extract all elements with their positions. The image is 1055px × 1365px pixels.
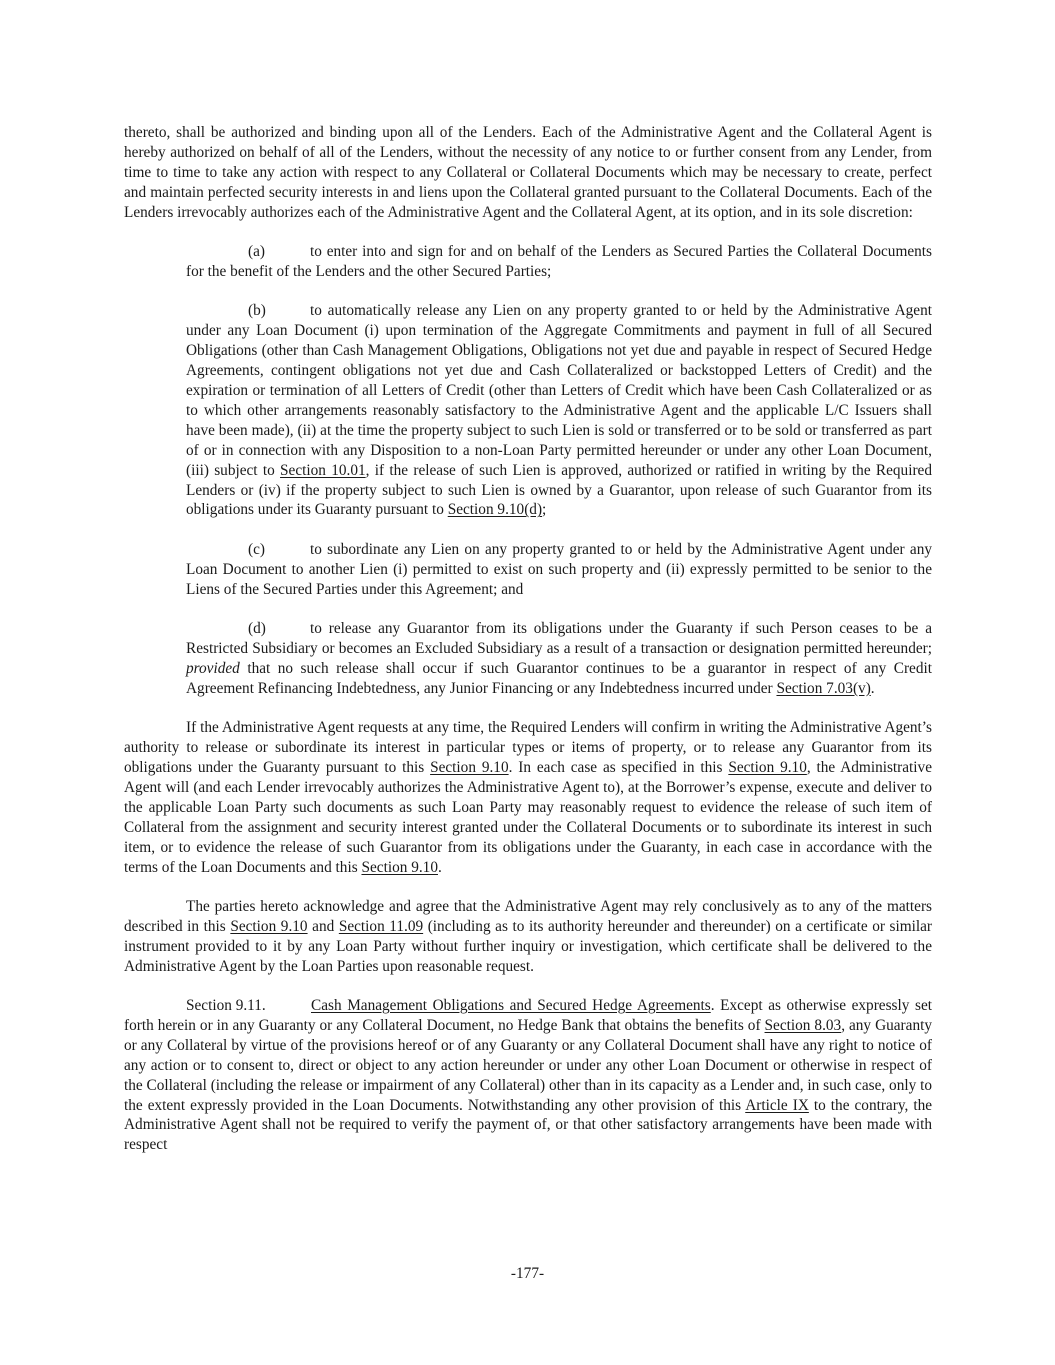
section-9-10-reference: Section 9.10 bbox=[230, 917, 308, 935]
p2-text-1: If the Administrative Agent requests at any time, the Required Lenders will confirm in writing the Administrative Agent’s authority to release or subordinate its interest in particular types or items of property, or to release any Guarantor from its obligations under the Guaranty pursuant to this bbox=[124, 719, 932, 776]
clause-d-text-1: to release any Guarantor from its obligations under the Guaranty if such Person ceases to be a Restricted Subsidiary or becomes an Excluded Subsidiary as a result of a transaction or designation permitted hereunder; bbox=[186, 620, 932, 657]
clause-d-text-3: . bbox=[870, 679, 875, 697]
p2-text-4: . bbox=[437, 858, 442, 876]
provided-term: provided bbox=[186, 659, 240, 677]
paragraph-continuation: thereto, shall be authorized and binding upon all of the Lenders. Each of the Administrative Agent and the Collateral Agent is hereby authorized on behalf of all of the Lenders, without the necessity of any notice to or further consent from any Lender, from time to time to take any action with respect to any Collateral or Collateral Documents which may be necessary to create, perfect and maintain perfected security interests in and liens upon the Collateral granted pursuant to the Collateral Documents. Each of the Lenders irrevocably authorizes each of the Administrative Agent and the Collateral Agent, at its option, and in its sole discretion: bbox=[124, 124, 932, 221]
clause-b-text-3: ; bbox=[542, 501, 547, 519]
section-9-10-reference: Section 9.10 bbox=[430, 758, 509, 776]
article-ix-reference: Article IX bbox=[745, 1096, 809, 1114]
section-9-11-title: Cash Management Obligations and Secured Hedge Agreements bbox=[311, 997, 711, 1015]
clause-b bbox=[186, 301, 932, 520]
p3-text-2: and bbox=[307, 917, 339, 935]
section-7-03-v-reference: Section 7.03(v) bbox=[776, 679, 871, 697]
clause-d bbox=[186, 619, 932, 699]
document-page bbox=[124, 123, 932, 1175]
section-9-11-number: Section 9.11. bbox=[186, 997, 266, 1015]
section-9-10-reference: Section 9.10 bbox=[361, 858, 438, 876]
clause-b-text-2: , if the release of such Lien is approved, authorized or ratified in writing by the Required Lenders or (iv) if the property subject to such Lien is owned by a Guarantor, upon release of such Guarantor from its obligations under its Guaranty pursuant to bbox=[186, 461, 932, 519]
section-9-10-d-reference: Section 9.10(d) bbox=[447, 501, 543, 519]
clause-b-text-1: to automatically release any Lien on any property granted to or held by the Administrative Agent under any Loan Document (i) upon termination of the Aggregate Commitments and payment in full of all Secured Obligations (other than Cash Management Obligations, Obligations not yet due and payable in respect of Secured Hedge Agreements, contingent obligations not yet due and Cash Collateralized or backstopped Letters of Credit) and the expiration or termination of all Letters of Credit (other than Letters of Credit which have been Cash Collateralized or as to which other arrangements reasonably satisfactory to the Administrative Agent and the applicable L/C Issuers shall have been made), (ii) at the time the property subject to such Lien is sold or transferred or to be sold or transferred as part of or in connection with any Disposition to a non-Loan Party permitted hereunder or under any other Loan Document, (iii) subject to bbox=[186, 302, 932, 479]
section-8-03-reference: Section 8.03 bbox=[764, 1016, 842, 1034]
clause-d-text-2: that no such release shall occur if such Guarantor continues to be a guarantor in respect of any Credit Agreement Refinancing Indebtedness, any Junior Financing or any Indebtedness incurred under bbox=[186, 659, 932, 697]
p3-text-1: The parties hereto acknowledge and agree that the Administrative Agent may rely conclusively as to any of the matters described in this bbox=[124, 897, 932, 935]
p2-text-2: . In each case as specified in this bbox=[508, 758, 729, 776]
paragraph-reliance bbox=[124, 897, 932, 977]
p3-text-3: (including as to its authority hereunder and thereunder) on a certificate or similar instrument provided to it by any Loan Party without further inquiry or investigation, which certificate shall be delivered to the Administrative Agent by the Loan Parties upon reasonable request. bbox=[124, 917, 932, 975]
clause-a-text: to enter into and sign for and on behalf of the Lenders as Secured Parties the Collateral Documents for the benefit of the Lenders and the other Secured Parties; bbox=[186, 243, 932, 280]
clause-a bbox=[186, 242, 932, 282]
clause-c-text: to subordinate any Lien on any property granted to or held by the Administrative Agent under any Loan Document to another Lien (i) permitted to exist on such property and (ii) expressly permitted to be senior to the Liens of the Secured Parties under this Agreement; and bbox=[186, 540, 932, 598]
clause-d-label: (d) bbox=[248, 620, 266, 638]
paragraph-release-confirmation bbox=[124, 718, 932, 877]
p2-text-3: , the Administrative Agent will (and each Lender irrevocably authorizes the Administrative Agent to), at the Borrower’s expense, execute and deliver to the applicable Loan Party such documents as such Loan Party may reasonably request to evidence the release of such item of Collateral from the assignment and security interest granted under the Collateral Documents or to subordinate its interest in such item, or to evidence the release of such Guarantor from its obligations under the Guaranty, in each case in accordance with the terms of the Loan Documents and this bbox=[124, 758, 932, 876]
clause-b-label: (b) bbox=[248, 302, 266, 320]
s911-text-2: , any Guaranty or any Collateral by virtue of the provisions hereof or of any Guaranty or any Collateral Document shall have any right to notice of any action or to consent to, direct or object to any action hereunder or under any other Loan Document or otherwise in respect of the Collateral (including the release or impairment of any Collateral) other than in its capacity as a Lender and, in such case, only to the extent expressly provided in the Loan Documents. Notwithstanding any other provision of this bbox=[124, 1016, 932, 1114]
section-10-01-reference: Section 10.01 bbox=[280, 461, 366, 479]
clause-c-label: (c) bbox=[248, 540, 265, 558]
s911-text-1: . Except as otherwise expressly set forth herein or in any Guaranty or any Collateral Document, no Hedge Bank that obtains the benefits of bbox=[124, 997, 932, 1034]
s911-text-3: to the contrary, the Administrative Agent shall not be required to verify the payment of, or that other satisfactory arrangements have been made with respect bbox=[124, 1096, 933, 1154]
section-9-10-reference: Section 9.10 bbox=[728, 758, 807, 776]
clause-c bbox=[186, 540, 932, 600]
page-number: -177- bbox=[510, 1265, 545, 1282]
clause-a-label: (a) bbox=[248, 243, 265, 261]
section-11-09-reference: Section 11.09 bbox=[338, 917, 424, 935]
section-9-11 bbox=[124, 996, 932, 1155]
